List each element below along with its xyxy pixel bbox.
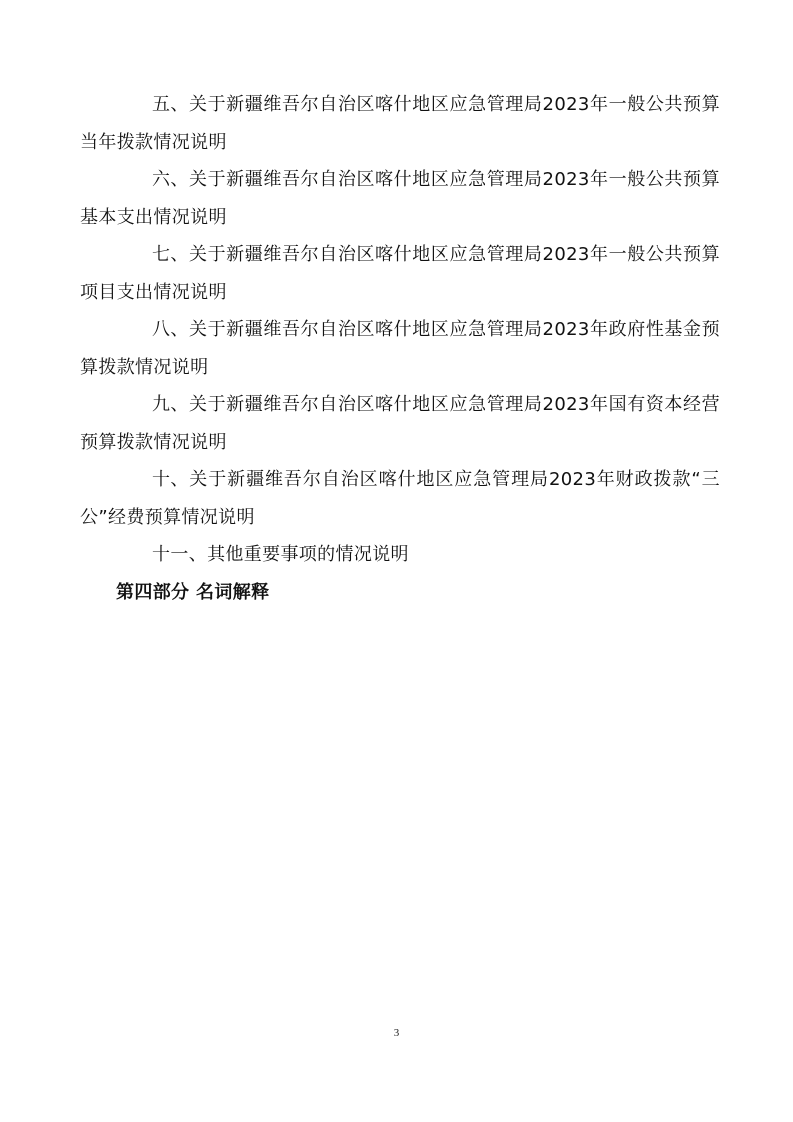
toc-item-10	[80, 461, 720, 536]
item-text: 关于新疆维吾尔自治区喀什地区应急管理局2023年财政拨款“三公”经费预算情况说明	[80, 469, 720, 528]
item-number: 十、	[152, 469, 189, 490]
section-heading: 第四部分 名词解释	[116, 581, 270, 603]
toc-item-11	[80, 536, 720, 574]
item-text: 关于新疆维吾尔自治区喀什地区应急管理局2023年一般公共预算项目支出情况说明	[80, 244, 720, 303]
item-number: 七、	[152, 244, 189, 265]
item-text: 关于新疆维吾尔自治区喀什地区应急管理局2023年国有资本经营预算拨款情况说明	[80, 394, 720, 453]
toc-item-6	[80, 161, 720, 236]
item-text: 关于新疆维吾尔自治区喀什地区应急管理局2023年政府性基金预算拨款情况说明	[80, 319, 720, 378]
item-text: 其他重要事项的情况说明	[207, 544, 409, 565]
item-number: 十一、	[152, 544, 208, 565]
page-content	[80, 86, 720, 611]
item-number: 六、	[152, 169, 189, 190]
item-number: 八、	[152, 319, 189, 340]
toc-item-7	[80, 236, 720, 311]
item-text: 关于新疆维吾尔自治区喀什地区应急管理局2023年一般公共预算基本支出情况说明	[80, 169, 720, 228]
page-number: 3	[393, 1027, 400, 1039]
toc-item-8	[80, 311, 720, 386]
item-number: 五、	[152, 94, 189, 115]
item-text: 关于新疆维吾尔自治区喀什地区应急管理局2023年一般公共预算当年拨款情况说明	[80, 94, 720, 153]
item-number: 九、	[152, 394, 189, 415]
toc-item-5	[80, 86, 720, 161]
toc-item-9	[80, 386, 720, 461]
